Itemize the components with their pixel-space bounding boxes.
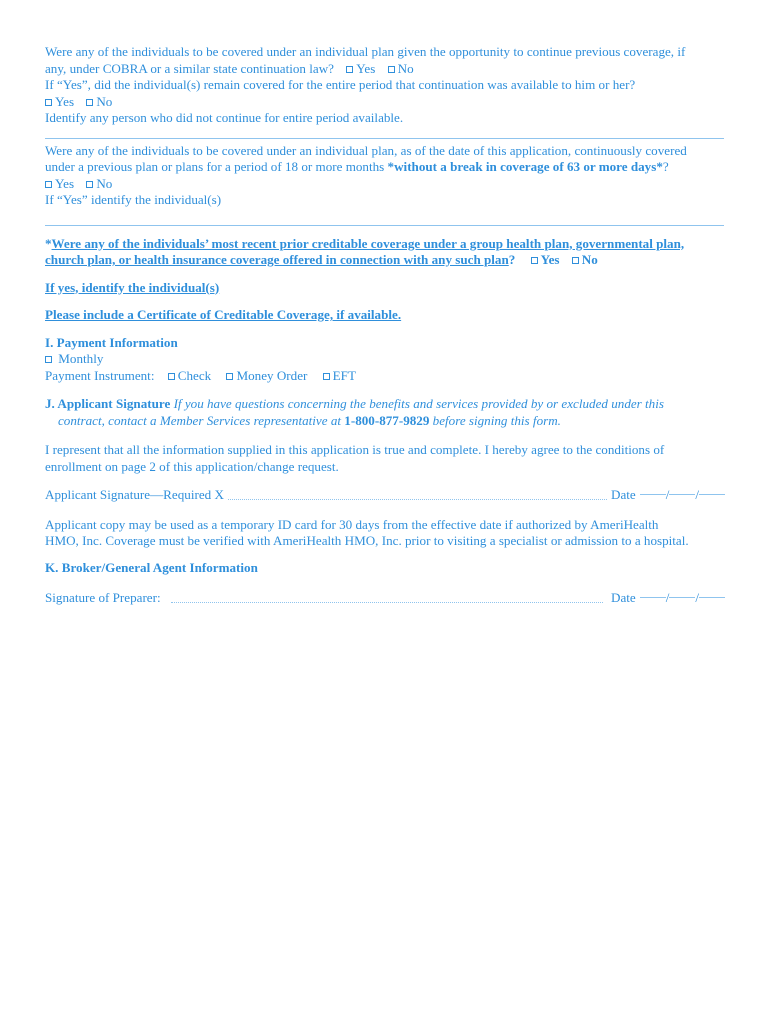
cobra-yes-option[interactable] bbox=[346, 61, 375, 78]
cobra-question-line1: Were any of the individuals to be covered under an individual plan given the opportunity to continue previous coverage, if bbox=[45, 44, 686, 59]
payment-money-order-option[interactable] bbox=[226, 368, 307, 385]
preparer-signature-label: Signature of Preparer: bbox=[45, 590, 161, 605]
payment-monthly-option[interactable] bbox=[45, 351, 103, 368]
creditable-yes-option[interactable] bbox=[531, 252, 560, 269]
continuous-question-line2a: under a previous plan or plans for a period of 18 or more months bbox=[45, 159, 388, 174]
continuous-section bbox=[45, 143, 725, 226]
checkbox-icon[interactable] bbox=[346, 66, 353, 73]
applicant-signature-row bbox=[45, 487, 725, 504]
date-slash: / bbox=[695, 590, 699, 605]
signature-intro-line2b: before signing this form. bbox=[429, 412, 561, 428]
continuous-question-line1: Were any of the individuals to be covered under an individual plan, as of the date of this application, continuously covered bbox=[45, 142, 687, 158]
continuous-identify-label: If “Yes” identify the individual(s) bbox=[45, 192, 222, 207]
preparer-signature-field[interactable] bbox=[171, 602, 603, 603]
date-slash: / bbox=[665, 487, 670, 502]
payment-monthly-label: Monthly bbox=[58, 351, 104, 366]
creditable-section bbox=[45, 236, 725, 324]
preparer-date-label: Date bbox=[611, 590, 636, 605]
cobra-followup-yes-label: Yes bbox=[55, 93, 75, 109]
member-services-phone: 1-800-877-9829 bbox=[344, 412, 430, 428]
date-slash: / bbox=[695, 487, 699, 502]
payment-instrument-label: Payment Instrument: bbox=[45, 367, 155, 383]
cobra-no-label: No bbox=[397, 60, 414, 76]
checkbox-icon[interactable] bbox=[45, 181, 52, 188]
temp-id-note-line1: Applicant copy may be used as a temporary ID card for 30 days from the effective date if authorized by AmeriHealth bbox=[45, 516, 659, 532]
creditable-yes-label: Yes bbox=[540, 252, 560, 267]
checkbox-icon[interactable] bbox=[45, 99, 52, 106]
cobra-identify-line[interactable] bbox=[45, 138, 724, 139]
signature-intro-line2a: contract, contact a Member Services representative at bbox=[58, 412, 345, 428]
payment-check-label: Check bbox=[177, 367, 212, 383]
payment-heading: I. Payment Information bbox=[45, 334, 178, 350]
creditable-identify-label: If yes, identify the individual(s) bbox=[45, 279, 220, 295]
checkbox-icon[interactable] bbox=[226, 373, 233, 380]
creditable-qmark: ? bbox=[508, 252, 516, 267]
creditable-no-option[interactable] bbox=[572, 252, 598, 269]
continuous-identify-line[interactable] bbox=[45, 225, 724, 226]
cobra-no-option[interactable] bbox=[388, 61, 414, 78]
checkbox-icon[interactable] bbox=[168, 373, 175, 380]
represent-line1: I represent that all the information supplied in this application is true and complete. I hereby agree to the conditions of bbox=[45, 442, 665, 457]
continuous-question-line2b: *without a break in coverage of 63 or more days* bbox=[387, 159, 663, 174]
signature-intro-line1: If you have questions concerning the benefits and services provided by or excluded under this bbox=[173, 396, 664, 411]
applicant-signature-field[interactable] bbox=[228, 499, 607, 500]
checkbox-icon[interactable] bbox=[86, 99, 93, 106]
represent-line2: enrollment on page 2 of this application/change request. bbox=[45, 458, 339, 474]
checkbox-icon[interactable] bbox=[45, 356, 52, 363]
payment-money-order-label: Money Order bbox=[236, 367, 308, 383]
date-slash: / bbox=[665, 590, 670, 605]
creditable-question-line1: Were any of the individuals’ most recent prior creditable coverage under a group health plan, governmental plan, bbox=[51, 235, 685, 251]
cobra-question-line2: any, under COBRA or a similar state continuation law? bbox=[45, 60, 334, 76]
payment-eft-option[interactable] bbox=[323, 368, 356, 385]
applicant-date-label: Date bbox=[611, 487, 636, 502]
continuous-no-option[interactable] bbox=[86, 176, 112, 193]
date-year-blank[interactable] bbox=[699, 494, 725, 495]
cobra-followup-no-label: No bbox=[96, 93, 113, 109]
checkbox-icon[interactable] bbox=[572, 257, 579, 264]
creditable-star: * bbox=[45, 235, 52, 251]
applicant-signature-label: Applicant Signature—Required X bbox=[45, 487, 224, 502]
continuous-yes-label: Yes bbox=[55, 175, 75, 191]
cobra-followup: If “Yes”, did the individual(s) remain covered for the entire period that continuation was available to him or her? bbox=[45, 77, 636, 92]
broker-heading: K. Broker/General Agent Information bbox=[45, 559, 258, 575]
date-month-blank[interactable] bbox=[640, 597, 666, 598]
continuous-yes-option[interactable] bbox=[45, 176, 74, 193]
signature-heading: J. Applicant Signature bbox=[45, 396, 171, 411]
checkbox-icon[interactable] bbox=[388, 66, 395, 73]
continuous-question-line2c: ? bbox=[662, 159, 669, 174]
payment-section bbox=[45, 335, 725, 385]
payment-eft-label: EFT bbox=[332, 367, 356, 383]
cobra-followup-yes-option[interactable] bbox=[45, 94, 74, 111]
broker-section bbox=[45, 560, 725, 607]
preparer-signature-row bbox=[45, 590, 725, 607]
cobra-yes-label: Yes bbox=[356, 60, 376, 76]
temp-id-note-line2: HMO, Inc. Coverage must be verified with AmeriHealth HMO, Inc. prior to visiting a specialist or admission to a hospital. bbox=[45, 533, 689, 548]
checkbox-icon[interactable] bbox=[531, 257, 538, 264]
creditable-certificate-note: Please include a Certificate of Creditable Coverage, if available. bbox=[45, 307, 402, 322]
checkbox-icon[interactable] bbox=[86, 181, 93, 188]
signature-section bbox=[45, 396, 725, 550]
date-month-blank[interactable] bbox=[640, 494, 666, 495]
preparer-date-field[interactable] bbox=[640, 590, 725, 607]
continuous-no-label: No bbox=[96, 175, 113, 191]
date-day-blank[interactable] bbox=[669, 597, 695, 598]
cobra-followup-no-option[interactable] bbox=[86, 94, 112, 111]
checkbox-icon[interactable] bbox=[323, 373, 330, 380]
applicant-date-field[interactable] bbox=[640, 487, 725, 504]
creditable-question-line2: church plan, or health insurance coverage offered in connection with any such plan bbox=[45, 252, 509, 267]
application-form-page bbox=[45, 44, 725, 607]
date-year-blank[interactable] bbox=[699, 597, 725, 598]
cobra-section bbox=[45, 44, 725, 139]
cobra-identify-label: Identify any person who did not continue for entire period available. bbox=[45, 110, 404, 125]
payment-check-option[interactable] bbox=[168, 368, 211, 385]
date-day-blank[interactable] bbox=[669, 494, 695, 495]
creditable-no-label: No bbox=[581, 252, 598, 267]
